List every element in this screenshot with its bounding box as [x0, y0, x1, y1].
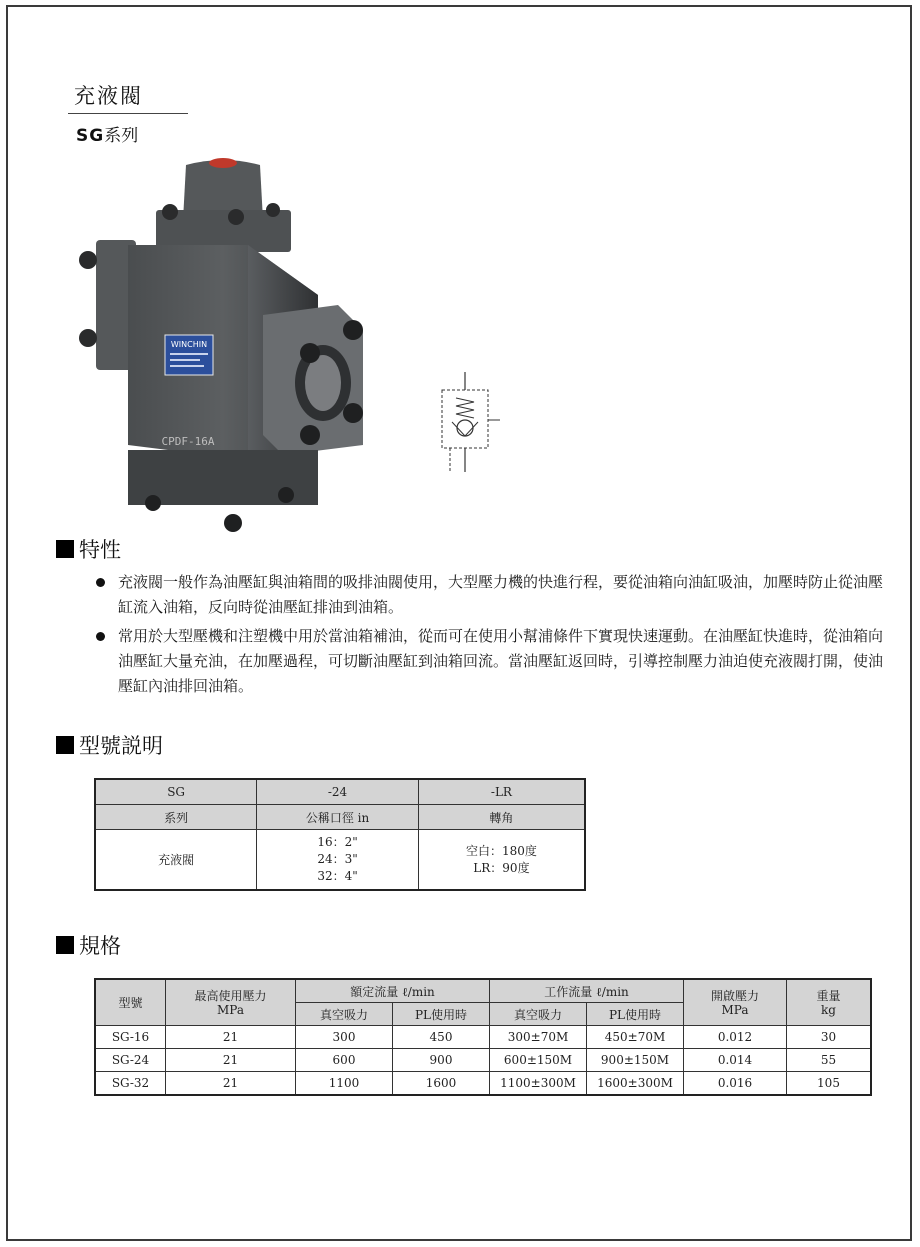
feature-text: 充液閥一般作為油壓缸與油箱間的吸排油閥使用，大型壓力機的快進行程，要從油箱向油缸吸油，加壓時防止從油壓缸流入油箱，反向時從油壓缸排油到油箱。 — [118, 573, 884, 616]
header-cell — [684, 979, 787, 1026]
valve-symbol-icon — [430, 372, 500, 472]
valve-product-image — [78, 155, 378, 535]
table-row — [95, 830, 585, 891]
header-cell: 工作流量 ℓ/min — [490, 979, 684, 1003]
header-cell — [787, 979, 872, 1026]
series-suffix: 系列 — [104, 126, 139, 146]
series-subtitle — [76, 121, 138, 146]
cell: 105 — [787, 1072, 872, 1096]
cell: 21 — [166, 1072, 296, 1096]
header-unit: MPa — [721, 1002, 749, 1017]
table-row — [95, 779, 585, 805]
header-text: 重量 — [816, 988, 841, 1003]
cell: 300±70M — [490, 1026, 587, 1049]
cell: 600±150M — [490, 1049, 587, 1072]
bullet-icon — [96, 632, 105, 641]
header-cell: 型號 — [95, 979, 166, 1026]
header-cell: PL使用時 — [393, 1003, 490, 1026]
value-cell — [418, 830, 585, 891]
header-cell: 真空吸力 — [296, 1003, 393, 1026]
cell: 0.014 — [684, 1049, 787, 1072]
code-cell: -LR — [418, 779, 585, 805]
spec-table — [94, 978, 872, 1096]
table-row — [95, 1026, 871, 1049]
model-heading-text: 型號説明 — [79, 734, 163, 758]
table-row — [95, 1072, 871, 1096]
header-unit: kg — [821, 1002, 836, 1017]
series-code: SG — [76, 126, 105, 146]
cell: 1100±300M — [490, 1072, 587, 1096]
feature-item — [96, 570, 896, 620]
features-heading — [56, 534, 121, 564]
model-heading — [56, 730, 163, 760]
feature-text: 常用於大型壓機和注塑機中用於當油箱補油，從而可在使用小幫浦條件下實現快速運動。在油壓缸快進時，從油箱向油壓缸大量充油，在加壓過程，可切斷油壓缸到油箱回流。當油壓缸返回時，引導控制壓力油迫使充液閥打開，使油壓缸內油排回油箱。 — [118, 627, 884, 695]
brand-label: WINCHIN — [170, 340, 208, 349]
label-cell: 公稱口徑 in — [257, 805, 419, 830]
header-cell: PL使用時 — [587, 1003, 684, 1026]
section-square-icon — [56, 936, 74, 954]
cell: 300 — [296, 1026, 393, 1049]
section-square-icon — [56, 736, 74, 754]
label-cell: 系列 — [95, 805, 257, 830]
header-cell — [166, 979, 296, 1026]
model-code-table — [94, 778, 586, 891]
table-row — [95, 1049, 871, 1072]
features-heading-text: 特性 — [79, 538, 121, 562]
cell: 900±150M — [587, 1049, 684, 1072]
cell: 450 — [393, 1026, 490, 1049]
title-rule — [68, 113, 188, 114]
cell: SG-16 — [95, 1026, 166, 1049]
features-list — [96, 570, 896, 703]
specs-heading-text: 規格 — [79, 934, 121, 958]
cell: 21 — [166, 1049, 296, 1072]
header-unit: MPa — [217, 1002, 244, 1017]
section-square-icon — [56, 540, 74, 558]
specs-heading — [56, 930, 121, 960]
label-cell: 轉角 — [418, 805, 585, 830]
cell: 450±70M — [587, 1026, 684, 1049]
cell: 30 — [787, 1026, 872, 1049]
header-cell: 真空吸力 — [490, 1003, 587, 1026]
cell: 0.012 — [684, 1026, 787, 1049]
cell: 0.016 — [684, 1072, 787, 1096]
code-cell: SG — [95, 779, 257, 805]
feature-item — [96, 624, 896, 699]
cell: SG-24 — [95, 1049, 166, 1072]
cell: 900 — [393, 1049, 490, 1072]
size-option: 16：2" — [317, 835, 358, 849]
header-cell: 額定流量 ℓ/min — [296, 979, 490, 1003]
cell: 21 — [166, 1026, 296, 1049]
angle-option: LR：90度 — [473, 860, 530, 875]
page-title: 充液閥 — [74, 84, 143, 108]
cell: 1600±300M — [587, 1072, 684, 1096]
size-option: 24：3" — [317, 852, 358, 866]
size-option: 32：4" — [317, 869, 358, 883]
cast-model: CPDF-16A — [161, 435, 215, 448]
value-cell: 充液閥 — [95, 830, 257, 891]
table-row — [95, 805, 585, 830]
bullet-icon — [96, 578, 105, 587]
value-cell — [257, 830, 419, 891]
cell: 600 — [296, 1049, 393, 1072]
header-text: 最高使用壓力 — [194, 988, 267, 1003]
angle-option: 空白：180度 — [465, 843, 537, 858]
cell: 55 — [787, 1049, 872, 1072]
cell: 1600 — [393, 1072, 490, 1096]
cell: SG-32 — [95, 1072, 166, 1096]
cell: 1100 — [296, 1072, 393, 1096]
code-cell: -24 — [257, 779, 419, 805]
table-row — [95, 979, 871, 1003]
header-text: 開啟壓力 — [710, 988, 759, 1003]
